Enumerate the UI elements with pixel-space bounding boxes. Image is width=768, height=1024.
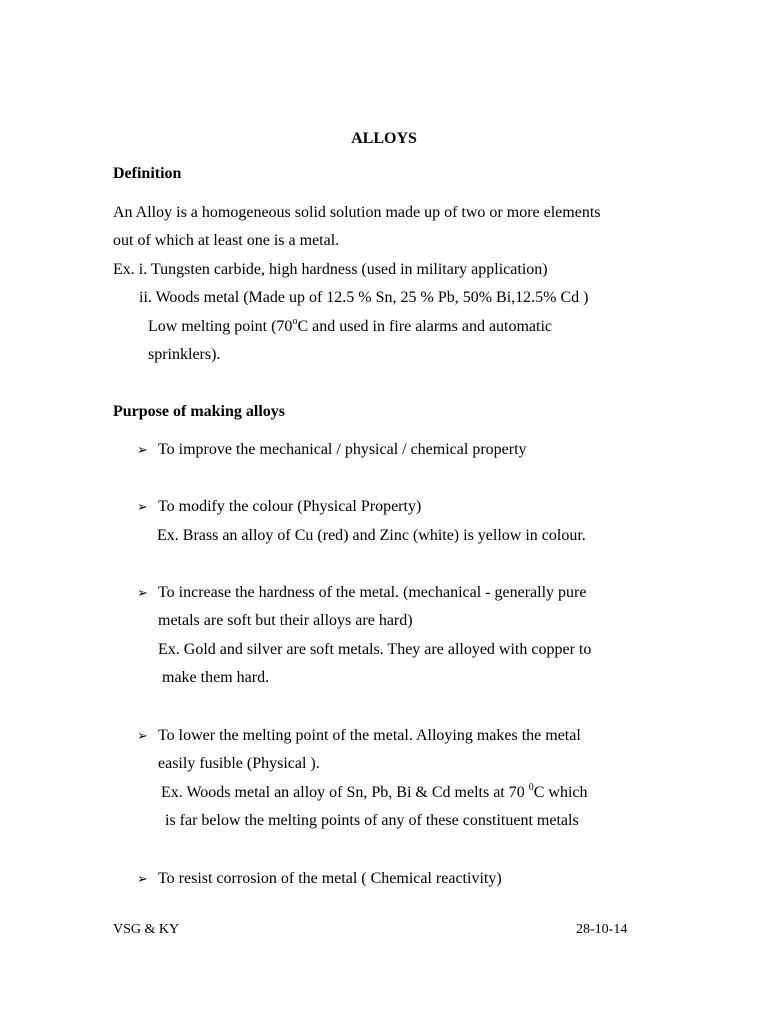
purpose-item: To modify the colour (Physical Property) [158, 498, 422, 515]
page-title: ALLOYS [351, 130, 417, 147]
purpose-item: To increase the hardness of the metal. (mechanical - generally pure [158, 584, 587, 601]
example-text: Low melting point (70 [148, 318, 293, 335]
arrow-bullet-icon: ➢ [137, 729, 148, 744]
purpose-item-example: Ex. Gold and silver are soft metals. They are alloyed with copper to [158, 641, 592, 658]
degree-superscript: o [292, 316, 298, 327]
example-line: sprinklers). [148, 346, 221, 363]
arrow-bullet-icon: ➢ [137, 586, 148, 601]
example-text: Ex. Woods metal an alloy of Sn, Pb, Bi & Cd melts at 70 [161, 784, 529, 801]
definition-heading: Definition [113, 165, 182, 182]
purpose-item: metals are soft but their alloys are hard) [158, 612, 413, 629]
degree-superscript: 0 [528, 782, 534, 793]
purpose-item: easily fusible (Physical ). [158, 755, 320, 772]
purpose-item-example [161, 782, 588, 801]
footer-date: 28-10-14 [576, 922, 628, 937]
example-text: C and used in fire alarms and automatic [297, 318, 553, 335]
purpose-item: To lower the melting point of the metal. Alloying makes the metal [158, 727, 581, 744]
purpose-item: To improve the mechanical / physical / chemical property [158, 441, 527, 458]
definition-text-line: An Alloy is a homogeneous solid solution made up of two or more elements [113, 204, 601, 221]
footer-authors: VSG & KY [113, 922, 180, 937]
purpose-heading: Purpose of making alloys [113, 403, 286, 420]
definition-text-line: out of which at least one is a metal. [113, 232, 340, 249]
example-text: C which [533, 784, 588, 801]
example-line [148, 316, 553, 335]
purpose-item-example: is far below the melting points of any of these constituent metals [165, 812, 579, 829]
example-line: Ex. i. Tungsten carbide, high hardness (used in military application) [113, 261, 548, 278]
arrow-bullet-icon: ➢ [137, 443, 148, 458]
example-line: ii. Woods metal (Made up of 12.5 % Sn, 25 % Pb, 50% Bi,12.5% Cd ) [139, 289, 589, 306]
purpose-item: To resist corrosion of the metal ( Chemical reactivity) [158, 870, 502, 887]
purpose-item-example: Ex. Brass an alloy of Cu (red) and Zinc (white) is yellow in colour. [157, 527, 586, 544]
arrow-bullet-icon: ➢ [137, 500, 148, 515]
purpose-item-example: make them hard. [162, 669, 270, 686]
arrow-bullet-icon: ➢ [137, 872, 148, 887]
